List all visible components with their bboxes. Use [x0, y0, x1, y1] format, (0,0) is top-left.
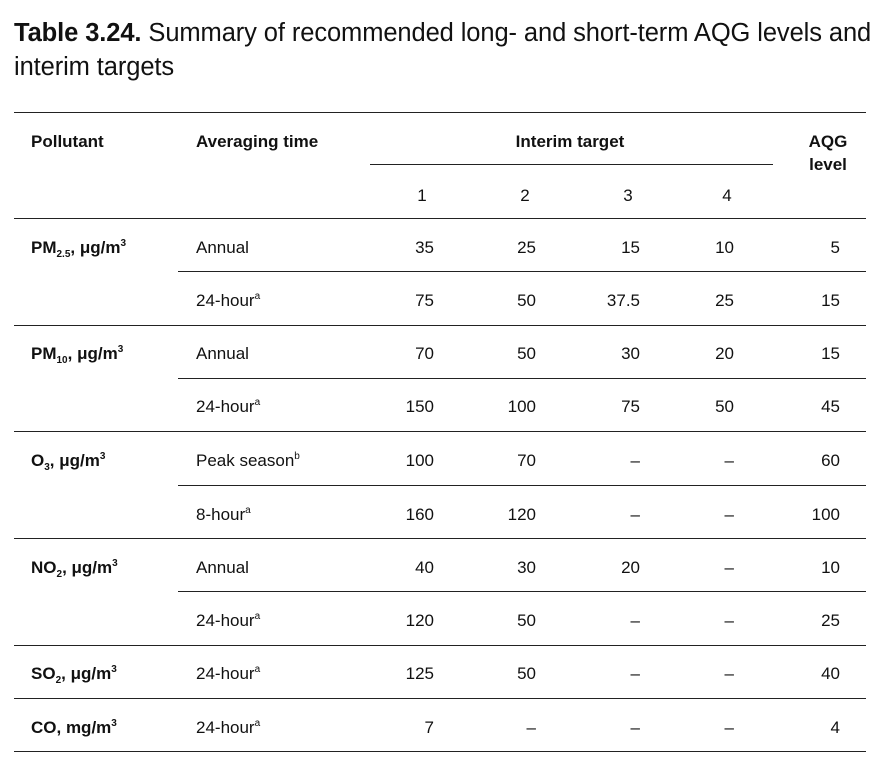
pollutant-superscript: 3 — [111, 664, 117, 675]
footnote-mark: a — [245, 505, 251, 516]
averaging-time-text: Annual — [196, 344, 249, 363]
value-aqg: 25 — [821, 611, 840, 630]
header-target-3: 3 — [623, 186, 633, 205]
row-divider — [178, 485, 866, 486]
pollutant-subscript: 10 — [56, 355, 68, 366]
pollutant-superscript: 3 — [111, 718, 117, 729]
averaging-time-text: Annual — [196, 558, 249, 577]
pollutant-unit: , μg/m — [67, 344, 118, 363]
value-it1: 100 — [405, 451, 434, 470]
table-title — [14, 16, 874, 84]
pollutant-base: PM — [31, 344, 57, 363]
pollutant-subscript: 2 — [55, 675, 62, 686]
averaging-time — [196, 291, 260, 311]
averaging-time — [196, 344, 249, 364]
value-it3: 20 — [621, 558, 640, 577]
value-aqg: 60 — [821, 451, 840, 470]
value-it1: 120 — [405, 611, 434, 630]
averaging-time — [196, 611, 260, 631]
row-divider — [14, 431, 866, 432]
pollutant-label — [31, 718, 117, 738]
averaging-time-text: 24-hour — [196, 664, 255, 683]
value-it2: 50 — [517, 611, 536, 630]
pollutant-base: NO — [31, 558, 57, 577]
value-it4: – — [724, 718, 734, 737]
value-it1: 75 — [415, 291, 434, 310]
averaging-time — [196, 664, 260, 684]
value-it4: – — [724, 451, 734, 470]
pollutant-label — [31, 558, 118, 578]
averaging-time — [196, 451, 300, 471]
value-it1: 40 — [415, 558, 434, 577]
pollutant-label — [31, 238, 126, 258]
value-it4: – — [724, 664, 734, 683]
header-pollutant: Pollutant — [31, 132, 104, 151]
row-divider — [178, 271, 866, 272]
footnote-mark: a — [254, 397, 261, 408]
pollutant-subscript: 2 — [56, 569, 63, 580]
header-aqg-line2: level — [809, 155, 847, 174]
averaging-time-text: 24-hour — [196, 397, 255, 416]
pollutant-label — [31, 451, 105, 471]
value-it1: 70 — [415, 344, 434, 363]
pollutant-unit: , μg/m — [61, 664, 112, 683]
row-divider — [14, 325, 866, 326]
averaging-time — [196, 397, 260, 417]
value-it4: 25 — [715, 291, 734, 310]
value-aqg: 15 — [821, 344, 840, 363]
value-it3: – — [630, 451, 640, 470]
value-aqg: 40 — [821, 664, 840, 683]
header-interim-target: Interim target — [515, 132, 625, 151]
pollutant-superscript: 3 — [117, 344, 124, 355]
header-averaging-time: Averaging time — [196, 132, 319, 151]
value-aqg: 15 — [821, 291, 840, 310]
table-top-rule — [14, 112, 866, 113]
value-it1: 160 — [405, 505, 434, 524]
footnote-mark: a — [254, 718, 261, 729]
value-it2: 120 — [507, 505, 536, 524]
value-it3: 30 — [621, 344, 640, 363]
value-it4: – — [724, 505, 734, 524]
value-it2: 50 — [517, 344, 536, 363]
value-aqg: 10 — [821, 558, 840, 577]
header-target-4: 4 — [722, 186, 732, 205]
value-it2: 30 — [517, 558, 536, 577]
pollutant-base: CO, mg/m — [31, 718, 112, 737]
value-it3: – — [630, 664, 640, 683]
row-divider — [14, 645, 866, 646]
averaging-time-text: 24-hour — [196, 291, 255, 310]
footnote-mark: a — [254, 611, 261, 622]
value-it4: – — [724, 611, 734, 630]
value-it3: 37.5 — [606, 291, 640, 310]
value-aqg: 4 — [830, 718, 840, 737]
value-it4: 20 — [715, 344, 734, 363]
value-aqg: 45 — [821, 397, 840, 416]
value-it2: 100 — [507, 397, 536, 416]
pollutant-superscript: 3 — [112, 558, 118, 569]
averaging-time-text: 24-hour — [196, 611, 255, 630]
header-target-2: 2 — [520, 186, 530, 205]
table-caption: Summary of recommended long- and short-term AQG levels and interim targets — [14, 19, 872, 81]
row-divider — [14, 751, 866, 752]
averaging-time-text: Peak season — [196, 451, 295, 470]
interim-target-rule — [370, 164, 773, 165]
averaging-time — [196, 238, 249, 258]
value-it1: 7 — [424, 718, 434, 737]
value-it2: 50 — [517, 664, 536, 683]
value-it1: 150 — [405, 397, 434, 416]
pollutant-label — [31, 664, 117, 684]
pollutant-subscript: 2.5 — [56, 249, 71, 260]
header-bottom-rule — [14, 218, 866, 219]
footnote-mark: a — [254, 664, 261, 675]
pollutant-label — [31, 344, 123, 364]
value-it3: 15 — [621, 238, 640, 257]
value-it4: 50 — [715, 397, 734, 416]
header-target-1: 1 — [417, 186, 427, 205]
row-divider — [14, 538, 866, 539]
value-it3: – — [630, 718, 640, 737]
table-number: Table 3.24. — [14, 19, 142, 47]
pollutant-unit: , μg/m — [62, 558, 113, 577]
averaging-time — [196, 718, 260, 738]
averaging-time-text: 24-hour — [196, 718, 255, 737]
row-divider — [178, 378, 866, 379]
pollutant-unit: , μg/m — [49, 451, 100, 470]
row-divider — [178, 591, 866, 592]
value-it2: 70 — [517, 451, 536, 470]
value-it4: 10 — [715, 238, 734, 257]
value-it4: – — [724, 558, 734, 577]
value-it2: 25 — [517, 238, 536, 257]
value-it1: 35 — [415, 238, 434, 257]
pollutant-superscript: 3 — [99, 451, 106, 462]
pollutant-base: SO — [31, 664, 56, 683]
averaging-time-text: Annual — [196, 238, 249, 257]
pollutant-superscript: 3 — [120, 238, 127, 249]
averaging-time-text: 8-hour — [196, 505, 246, 524]
averaging-time — [196, 558, 249, 578]
header-aqg-line1: AQG — [808, 132, 848, 151]
pollutant-base: O — [31, 451, 45, 470]
footnote-mark: a — [254, 291, 261, 302]
value-aqg: 5 — [830, 238, 840, 257]
value-it1: 125 — [405, 664, 434, 683]
value-it2: – — [526, 718, 536, 737]
pollutant-unit: , μg/m — [70, 238, 121, 257]
row-divider — [14, 698, 866, 699]
value-it3: – — [630, 611, 640, 630]
averaging-time — [196, 505, 251, 525]
pollutant-subscript: 3 — [44, 462, 50, 473]
value-it3: 75 — [621, 397, 640, 416]
value-it2: 50 — [517, 291, 536, 310]
pollutant-base: PM — [31, 238, 57, 257]
value-it3: – — [630, 505, 640, 524]
footnote-mark: b — [294, 451, 300, 462]
value-aqg: 100 — [811, 505, 840, 524]
